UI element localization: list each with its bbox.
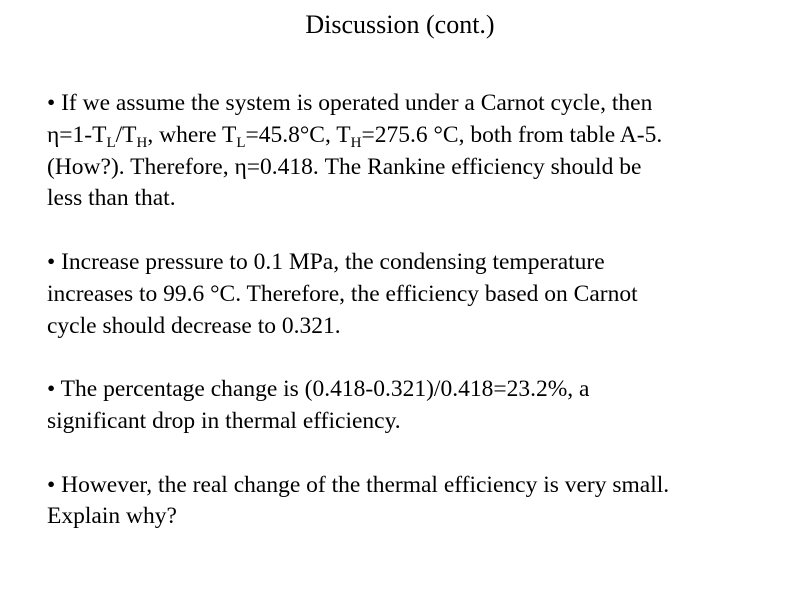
- bullet-line: less than that.: [47, 185, 176, 212]
- bullet-line: cycle should decrease to 0.321.: [47, 312, 341, 339]
- bullet-line: • Increase pressure to 0.1 MPa, the condensing temperature: [47, 248, 605, 275]
- bullet-carnot: [47, 88, 777, 215]
- equation-text: =275.6 °C, both from table A-5.: [361, 121, 663, 148]
- equation-text: =45.8°C, T: [245, 121, 351, 148]
- bullet-line-equation: [47, 120, 777, 152]
- bullet-line: • If we assume the system is operated under a Carnot cycle, then: [47, 90, 653, 116]
- bullet-line: Explain why?: [47, 503, 177, 530]
- bullet-text: =0.418. The Rankine efficiency should be: [246, 153, 642, 180]
- bullet-line: significant drop in thermal efficiency.: [47, 407, 401, 434]
- spacer: [47, 342, 777, 374]
- spacer: [47, 438, 777, 470]
- bullet-real-change: [47, 470, 777, 534]
- equation-text: , where T: [147, 121, 237, 148]
- equation-text: /T: [115, 121, 137, 148]
- subscript-h: H: [350, 134, 362, 151]
- bullet-pressure: [47, 247, 777, 342]
- bullet-line: • However, the real change of the thermal efficiency is very small.: [47, 471, 670, 498]
- subscript-h: H: [136, 134, 148, 151]
- bullet-line: • The percentage change is (0.418-0.321)/0.418=23.2%, a: [47, 376, 590, 403]
- bullet-line: [47, 152, 777, 184]
- subscript-l: L: [106, 134, 116, 151]
- eta-symbol: η: [234, 153, 247, 180]
- slide-title: Discussion (cont.): [305, 10, 495, 39]
- bullet-text: (How?). Therefore,: [47, 153, 235, 180]
- bullet-line: increases to 99.6 °C. Therefore, the efficiency based on Carnot: [47, 280, 638, 307]
- slide-body: [47, 88, 777, 533]
- subscript-l: L: [236, 134, 246, 151]
- eta-symbol: η: [47, 121, 60, 148]
- bullet-percentage: [47, 374, 777, 438]
- spacer: [47, 215, 777, 247]
- equation-text: =1-T: [59, 121, 107, 148]
